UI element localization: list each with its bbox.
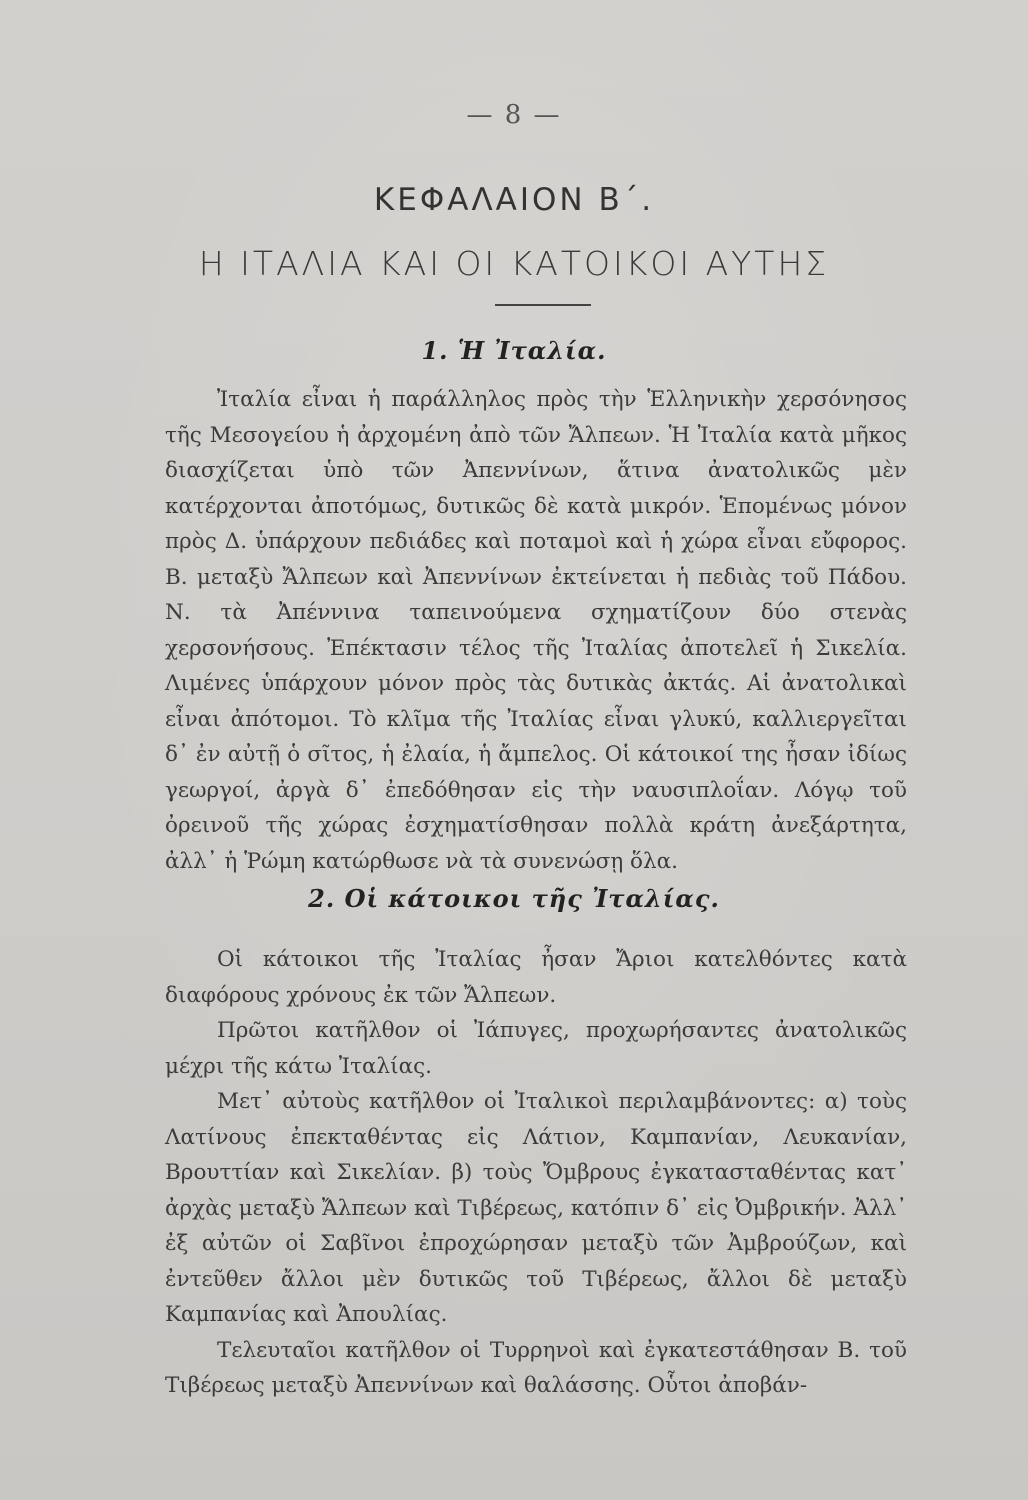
section-body-italy <box>165 382 907 879</box>
chapter-label: ΚΕΦΑΛΑΙΟΝ Β΄. <box>373 182 655 218</box>
title-divider <box>495 304 591 306</box>
paragraph: Πρῶτοι κατῆλθον οἱ Ἰάπυγες, προχωρήσαντες ἀνατολικῶς μέχρι τῆς κάτω Ἰταλίας. <box>165 1018 907 1079</box>
paragraph: Ἰταλία εἶναι ἡ παράλληλος πρὸς τὴν Ἑλληνικὴν χερσόνησος τῆς Μεσογείου ἡ ἀρχομένη ἀπὸ τῶν Ἄλπεων. Ἡ Ἰταλία κατὰ μῆκος διασχίζεται ὑπὸ τῶν Ἀπεννίνων, ἅτινα ἀνατολικῶς μὲν κατέρχονται ἀποτόμως, δυτικῶς δὲ κατὰ μικρόν. Ἑπομένως μόνον πρὸς Δ. ὑπάρχουν πεδιάδες καὶ ποταμοὶ καὶ ἡ χώρα εἶναι εὔφορος. Β. μεταξὺ Ἄλπεων καὶ Ἀπεννίνων ἐκτείνεται ἡ πεδιὰς τοῦ Πάδου. Ν. τὰ Ἀπέννινα ταπεινούμενα σχηματίζουν δύο στενὰς χερσονήσους. Ἐπέκτασιν τέλος τῆς Ἰταλίας ἀποτελεῖ ἡ Σικελία. Λιμένες ὑπάρχουν μόνον πρὸς τὰς δυτικὰς ἀκτάς. Αἱ ἀνατολικαὶ εἶναι ἀπότομοι. Τὸ κλῖμα τῆς Ἰταλίας εἶναι γλυκύ, καλλιεργεῖται δ᾽ ἐν αὐτῇ ὁ σῖτος, ἡ ἐλαία, ἡ ἄμπελος. Οἱ κάτοικοί της ἦσαν ἰδίως γεωργοί, ἀργὰ δ᾽ ἐπεδόθησαν εἰς τὴν ναυσιπλοΐαν. Λόγῳ τοῦ ὀρεινοῦ τῆς χώρας ἐσχηματίσθησαν πολλὰ κράτη ἀνεξάρτητα, ἀλλ᾽ ἡ Ῥώμη κατώρθωσε νὰ τὰ συνενώσῃ ὅλα. <box>165 387 907 874</box>
section-body-inhabitants <box>165 942 907 1404</box>
paragraph: Μετ᾽ αὐτοὺς κατῆλθον οἱ Ἰταλικοὶ περιλαμβάνοντες: α) τοὺς Λατίνους ἐπεκταθέντας εἰς Λάτιον, Καμπανίαν, Λευκανίαν, Βρουττίαν καὶ Σικελίαν. β) τοὺς Ὄμβρους ἐγκατασταθέντας κατ᾽ ἀρχὰς μεταξὺ Ἄλπεων καὶ Τιβέρεως, κατόπιν δ᾽ εἰς Ὀμβρικήν. Ἀλλ᾽ ἐξ αὐτῶν οἱ Σαβῖνοι ἐπροχώρησαν μεταξὺ τῶν Ἀμβρούζων, καὶ ἐντεῦθεν ἄλλοι μὲν δυτικῶς τοῦ Τιβέρεως, ἄλλοι δὲ μεταξὺ Καμπανίας καὶ Ἀπουλίας. <box>165 1089 907 1327</box>
paragraph: Οἱ κάτοικοι τῆς Ἰταλίας ἦσαν Ἄριοι κατελθόντες κατὰ διαφόρους χρόνους ἐκ τῶν Ἄλπεων. <box>165 947 907 1008</box>
paragraph: Τελευταῖοι κατῆλθον οἱ Τυρρηνοὶ καὶ ἐγκατεστάθησαν Β. τοῦ Τιβέρεως μεταξὺ Ἀπεννίνων καὶ θαλάσσης. Οὗτοι ἀποβάν- <box>165 1337 907 1398</box>
page-number: — 8 — <box>466 100 562 130</box>
chapter-title: Η ΙΤΑΛΙΑ ΚΑΙ ΟΙ ΚΑΤΟΙΚΟΙ ΑΥΤΗΣ <box>198 244 830 283</box>
section-heading-italy: 1. Ἡ Ἰταλία. <box>421 336 607 365</box>
section-heading-inhabitants: 2. Οἱ κάτοικοι τῆς Ἰταλίας. <box>308 884 720 913</box>
